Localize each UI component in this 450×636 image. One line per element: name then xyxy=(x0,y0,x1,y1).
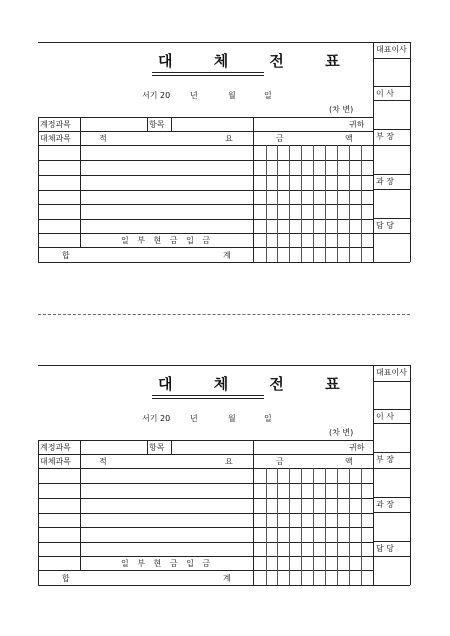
amount-digit-column xyxy=(361,145,362,262)
approval-label-bottom xyxy=(373,468,410,469)
entry-row-line xyxy=(38,570,373,571)
header-row-mid xyxy=(38,454,373,455)
approval-box-top xyxy=(373,409,410,410)
item-label: 항목 xyxy=(149,120,165,129)
entry-row-line xyxy=(38,513,373,514)
header-row-bottom xyxy=(38,468,373,469)
total-label-right: 계 xyxy=(223,574,231,583)
approval-label-bottom xyxy=(373,189,410,190)
date-part-2: 월 xyxy=(228,414,236,423)
date-part-2: 월 xyxy=(228,91,236,100)
item-col-right xyxy=(171,117,172,131)
summary-label-right: 요 xyxy=(225,134,233,143)
table-left-border xyxy=(38,117,39,262)
amount-digit-column xyxy=(337,468,338,585)
transfer-subject-label: 대체과목 xyxy=(40,457,71,466)
partial-cash-deposit-label: 일 부 현 금 입 금 xyxy=(121,559,214,568)
approval-box-top xyxy=(373,129,410,130)
date-part-0: 서기 20 xyxy=(142,91,171,100)
form-top-border xyxy=(38,365,410,366)
amount-label-left: 금 xyxy=(276,457,284,466)
amount-digit-column xyxy=(301,145,302,262)
approval-bottom xyxy=(373,585,410,586)
approval-box-top xyxy=(373,497,410,498)
approval-label-2: 부 장 xyxy=(376,132,394,141)
summary-label-left: 적 xyxy=(99,457,107,466)
amount-digit-column xyxy=(277,468,278,585)
approval-box-top xyxy=(373,218,410,219)
approval-label-3: 과 장 xyxy=(376,177,394,186)
item-col-left xyxy=(147,440,148,454)
approval-label-0: 대표이사 xyxy=(376,45,407,54)
transfer-subject-label: 대체과목 xyxy=(40,134,71,143)
approval-label-bottom xyxy=(373,556,410,557)
approval-box-top xyxy=(373,541,410,542)
date-part-3: 일 xyxy=(264,91,272,100)
voucher-bottom xyxy=(0,323,450,623)
col-desc-left xyxy=(80,440,81,570)
approval-label-bottom xyxy=(373,100,410,101)
account-subject-label: 계정과목 xyxy=(40,443,71,452)
approval-label-bottom xyxy=(373,381,410,382)
amount-digit-column xyxy=(301,468,302,585)
amount-digit-column xyxy=(361,468,362,585)
header-row-mid xyxy=(38,131,373,132)
entry-row-line xyxy=(38,219,373,220)
form-top-border xyxy=(38,42,410,43)
approval-label-4: 담 당 xyxy=(376,544,394,553)
item-col-left xyxy=(147,117,148,131)
entry-row-line xyxy=(38,556,373,557)
amount-label-right: 액 xyxy=(345,134,353,143)
entry-row-line xyxy=(38,233,373,234)
amount-digit-column xyxy=(277,145,278,262)
recipient-label: 귀하 xyxy=(349,443,365,452)
amount-digit-column xyxy=(313,468,314,585)
approval-label-1: 이 사 xyxy=(376,89,394,98)
table-left-border xyxy=(38,440,39,585)
account-subject-label: 계정과목 xyxy=(40,120,71,129)
amount-digit-column xyxy=(325,468,326,585)
amount-digit-column xyxy=(349,145,350,262)
item-label: 항목 xyxy=(149,443,165,452)
date-part-1: 년 xyxy=(190,91,198,100)
approval-label-3: 과 장 xyxy=(376,500,394,509)
voucher-top xyxy=(0,0,450,300)
approval-label-4: 담 당 xyxy=(376,221,394,230)
date-part-0: 서기 20 xyxy=(142,414,171,423)
amount-label-left: 금 xyxy=(276,134,284,143)
summary-label-left: 적 xyxy=(99,134,107,143)
total-label-right: 계 xyxy=(223,251,231,260)
approval-label-0: 대표이사 xyxy=(376,368,407,377)
cut-line xyxy=(38,314,410,315)
table-right-border xyxy=(373,42,374,262)
approval-label-bottom xyxy=(373,423,410,424)
table-right-border xyxy=(373,365,374,585)
approval-box-top xyxy=(373,86,410,87)
entry-row-line xyxy=(38,262,373,263)
header-row-top xyxy=(38,117,373,118)
entry-row-line xyxy=(38,585,373,586)
approval-box-top xyxy=(373,452,410,453)
item-col-right xyxy=(171,440,172,454)
entry-row-line xyxy=(38,190,373,191)
date-part-3: 일 xyxy=(264,414,272,423)
title-underline xyxy=(152,395,264,399)
date-part-1: 년 xyxy=(190,414,198,423)
amount-digit-column xyxy=(289,145,290,262)
voucher-title: 대 체 전 표 xyxy=(158,52,358,70)
partial-cash-deposit-label: 일 부 현 금 입 금 xyxy=(121,236,214,245)
header-row-top xyxy=(38,440,373,441)
entry-row-line xyxy=(38,483,373,484)
approval-right-border xyxy=(410,365,411,585)
debit-side-label: (차 변) xyxy=(329,428,354,437)
amount-digit-column xyxy=(325,145,326,262)
col-desc-left xyxy=(80,117,81,247)
entry-row-line xyxy=(38,175,373,176)
approval-label-2: 부 장 xyxy=(376,455,394,464)
entry-row-line xyxy=(38,204,373,205)
approval-label-bottom xyxy=(373,58,410,59)
amount-digit-column xyxy=(266,145,267,262)
total-label-left: 합 xyxy=(62,251,70,260)
amount-label-right: 액 xyxy=(345,457,353,466)
amount-digit-column xyxy=(289,468,290,585)
approval-right-border xyxy=(410,42,411,262)
summary-label-right: 요 xyxy=(225,457,233,466)
entry-row-line xyxy=(38,527,373,528)
header-row-bottom xyxy=(38,145,373,146)
approval-label-bottom xyxy=(373,233,410,234)
recipient-label: 귀하 xyxy=(349,120,365,129)
amount-digit-column xyxy=(266,468,267,585)
entry-row-line xyxy=(38,498,373,499)
approval-box-top xyxy=(373,174,410,175)
approval-label-1: 이 사 xyxy=(376,412,394,421)
entry-row-line xyxy=(38,160,373,161)
total-label-left: 합 xyxy=(62,574,70,583)
amount-digit-column xyxy=(313,145,314,262)
entry-row-line xyxy=(38,542,373,543)
approval-bottom xyxy=(373,262,410,263)
voucher-title: 대 체 전 표 xyxy=(158,375,358,393)
entry-row-line xyxy=(38,247,373,248)
approval-label-bottom xyxy=(373,145,410,146)
approval-label-bottom xyxy=(373,512,410,513)
amount-digit-column xyxy=(349,468,350,585)
amount-digit-column xyxy=(337,145,338,262)
title-underline xyxy=(152,72,264,76)
debit-side-label: (차 변) xyxy=(329,105,354,114)
